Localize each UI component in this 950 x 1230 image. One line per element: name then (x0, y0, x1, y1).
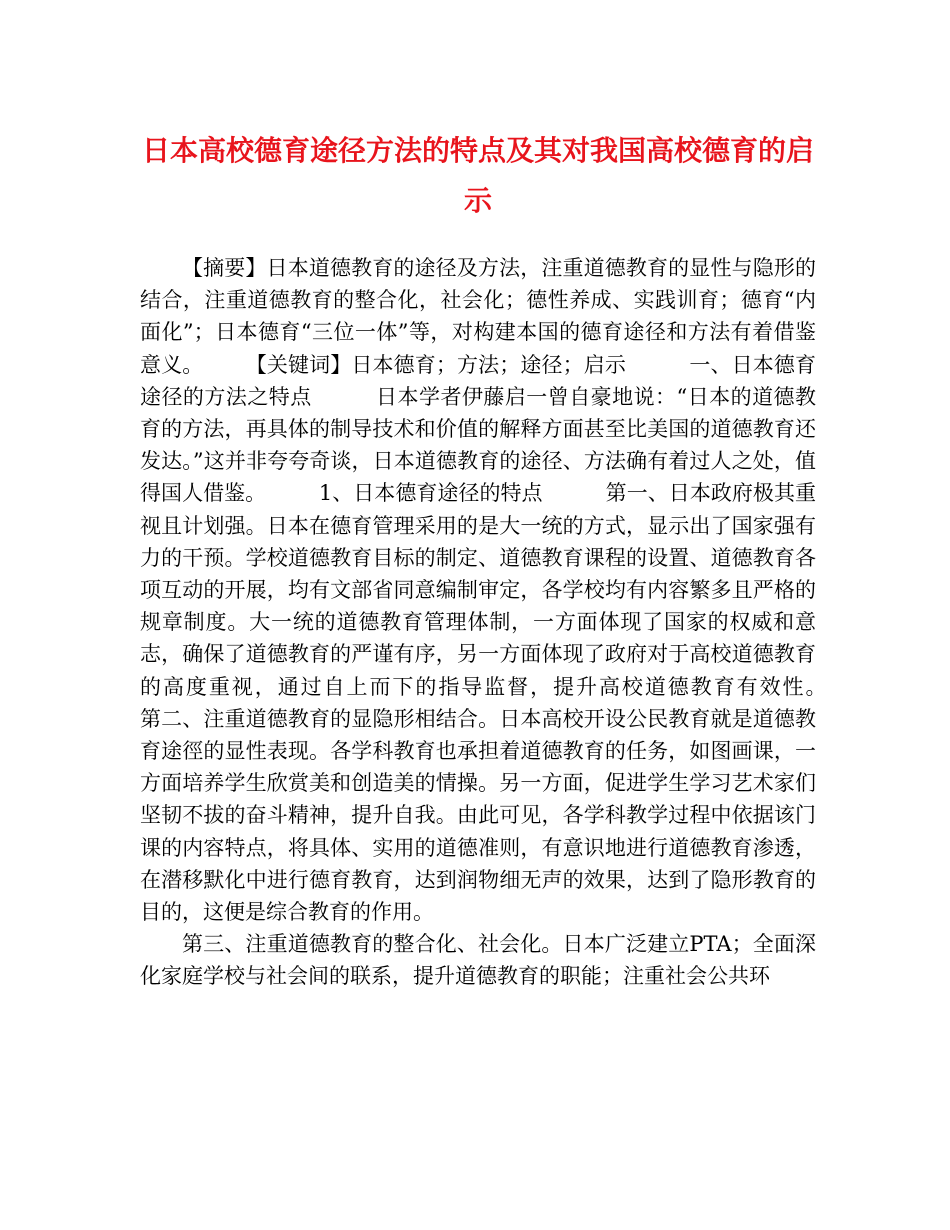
document-body (140, 252, 879, 993)
document-title: 日本高校德育途径方法的特点及其对我国高校德育的启示 (141, 134, 814, 217)
paragraph-abstract: 【摘要】日本道德教育的途径及方法，注重道德教育的显性与隐形的结合，注重道德教育的整合化，社会化；德性养成、实践训育；德育“内面化”；日本德育“三位一体”等，对构建本国的德育途径和方法有着借鉴意义。 【关键词】日本德育；方法；途径；启示 一、日本德育途径的方法之特点 日本学者伊藤启一曾自豪地说：“日本的道德教育的方法，再具体的制导技术和价值的解释方面甚至比美国的道德教育还发达。”这并非夸夸奇谈，日本道德教育的途径、方法确有着过人之处，值得国人借鉴。 1、日本德育途径的特点 第一、日本政府极其重视且计划强。日本在德育管理采用的是大一统的方式，显示出了国家强有力的干预。学校道德教育目标的制定、道德教育课程的设置、道德教育各项互动的开展，均有文部省同意编制审定，各学校均有内容繁多且严格的规章制度。大一统的道德教育管理体制，一方面体现了国家的权威和意志，确保了道德教育的严谨有序，另一方面体现了政府对于高校道德教育的高度重视，通过自上而下的指导监督，提升高校道德教育有效性。 第二、注重道德教育的显隐形相结合。日本高校开设公民教育就是道德教育途徑的显性表现。各学科教育也承担着道德教育的任务，如图画课，一方面培养学生欣赏美和创造美的情操。另一方面，促进学生学习艺术家们坚韧不拔的奋斗精神，提升自我。由此可见，各学科教学过程中依据该门课的内容特点，将具体、实用的道德准则，有意识地进行道德教育渗透，在潜移默化中进行德育教育，达到润物细无声的效果，达到了隐形教育的目的，这便是综合教育的作用。 (140, 256, 879, 925)
paragraph-third-point: 第三、注重道德教育的整合化、社会化。日本广泛建立PTA；全面深化家庭学校与社会间的联系，提升道德教育的职能；注重社会公共环 (140, 932, 816, 989)
